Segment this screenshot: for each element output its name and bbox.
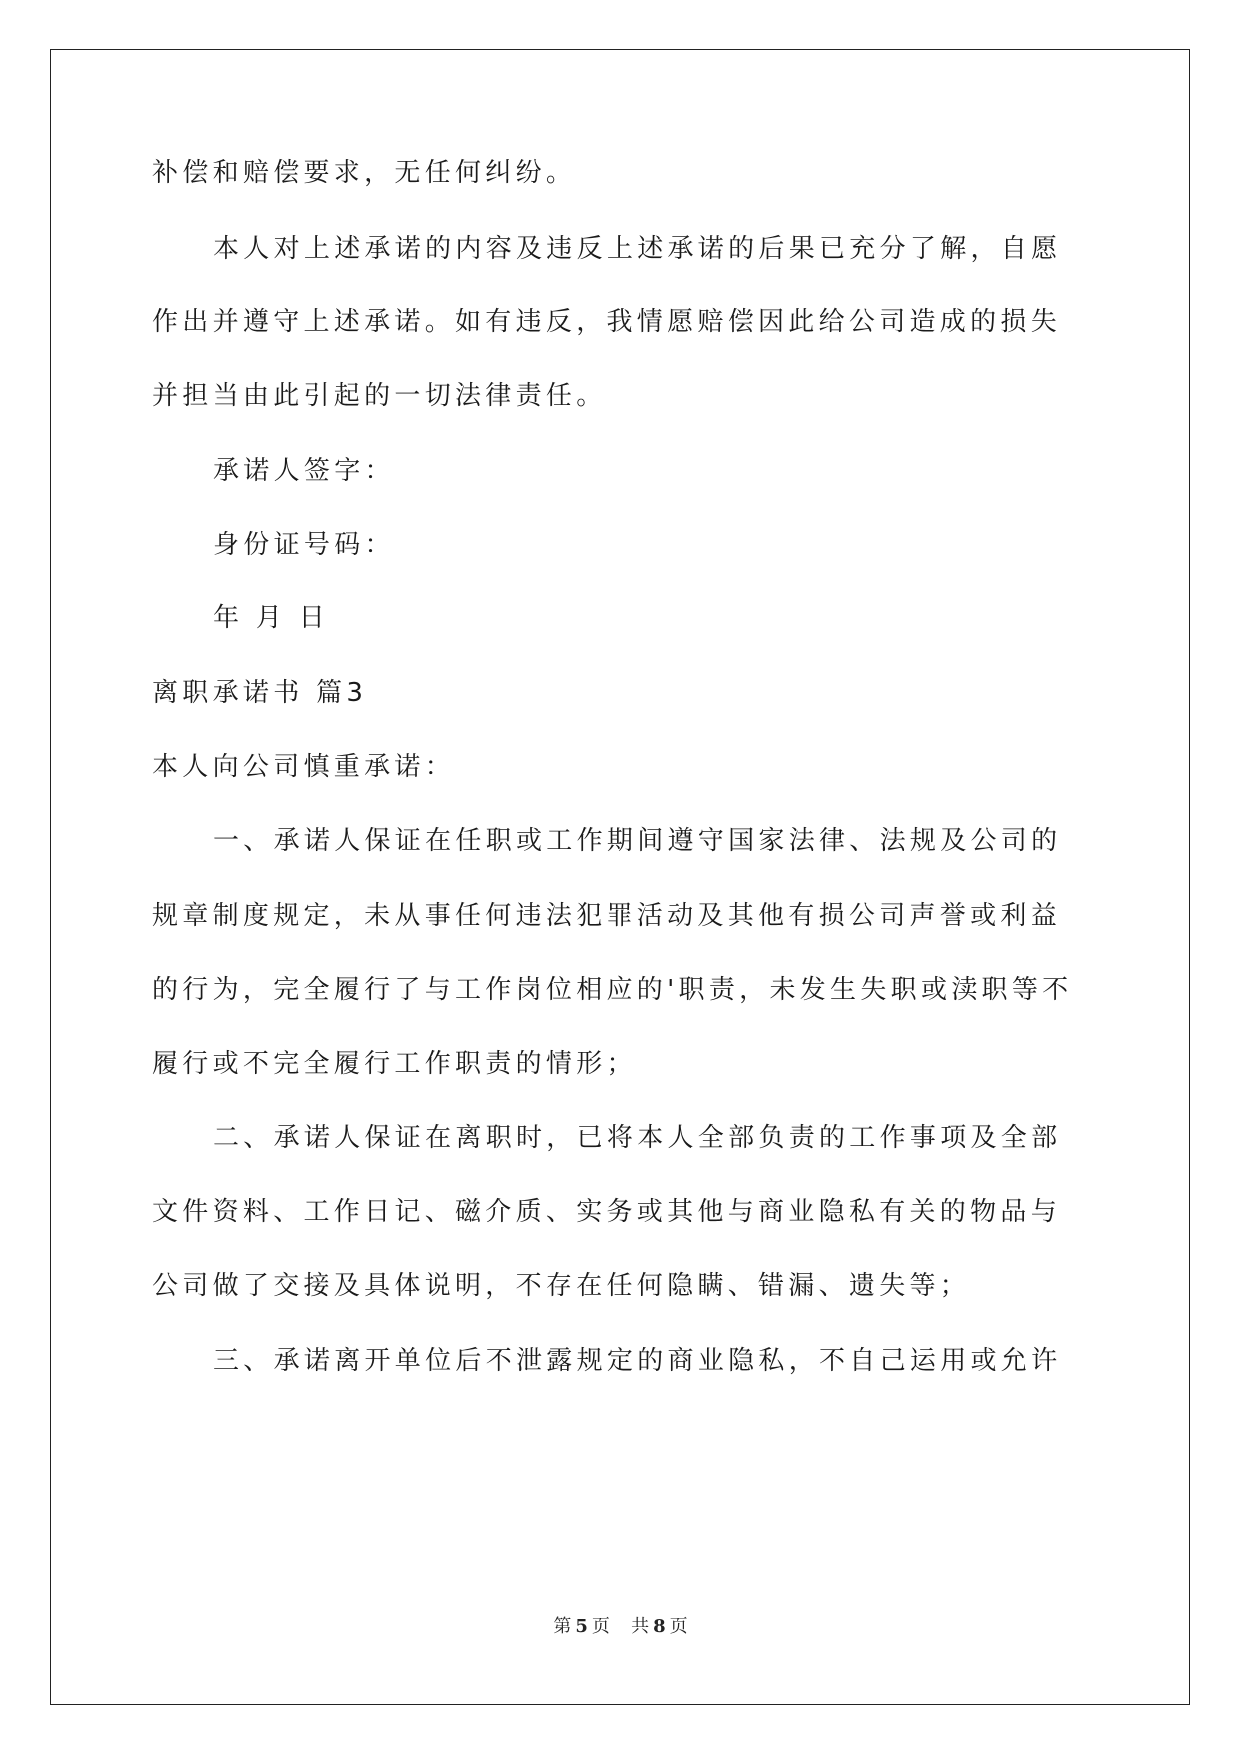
date-label: 年 月 日 — [213, 603, 330, 633]
paragraph-line: 补偿和赔偿要求，无任何纠纷。 — [152, 158, 577, 188]
paragraph-line: 文件资料、工作日记、磁介质、实务或其他与商业隐私有关的物品与 — [152, 1197, 1062, 1227]
section-heading: 离职承诺书 篇3 — [152, 678, 368, 708]
paragraph-line: 本人向公司慎重承诺： — [152, 752, 456, 782]
paragraph-line: 公司做了交接及具体说明，不存在任何隐瞒、错漏、遗失等； — [152, 1271, 971, 1301]
page-border — [50, 49, 1190, 1705]
paragraph-line: 作出并遵守上述承诺。如有违反，我情愿赔偿因此给公司造成的损失 — [152, 307, 1062, 337]
paragraph-line: 本人对上述承诺的内容及违反上述承诺的后果已充分了解，自愿 — [213, 234, 1062, 264]
footer-prefix: 第 — [553, 1616, 572, 1637]
signature-label: 承诺人签字： — [213, 456, 395, 486]
paragraph-line: 二、承诺人保证在离职时，已将本人全部负责的工作事项及全部 — [213, 1123, 1062, 1153]
total-page-count: 8 — [653, 1616, 666, 1637]
footer-total-prefix: 共 — [631, 1616, 650, 1637]
paragraph-line: 一、承诺人保证在任职或工作期间遵守国家法律、法规及公司的 — [213, 826, 1062, 856]
footer-total-suffix: 页 — [669, 1616, 688, 1637]
id-number-label: 身份证号码： — [213, 530, 395, 560]
paragraph-line: 三、承诺离开单位后不泄露规定的商业隐私，不自己运用或允许 — [213, 1346, 1062, 1376]
paragraph-line: 履行或不完全履行工作职责的情形； — [152, 1049, 637, 1079]
paragraph-line: 的行为，完全履行了与工作岗位相应的'职责，未发生失职或渎职等不 — [152, 975, 1073, 1005]
footer-page-suffix: 页 — [591, 1616, 610, 1637]
current-page-number: 5 — [575, 1616, 588, 1637]
paragraph-line: 规章制度规定，未从事任何违法犯罪活动及其他有损公司声誉或利益 — [152, 901, 1062, 931]
page-number-footer — [0, 1612, 1241, 1638]
paragraph-line: 并担当由此引起的一切法律责任。 — [152, 381, 607, 411]
